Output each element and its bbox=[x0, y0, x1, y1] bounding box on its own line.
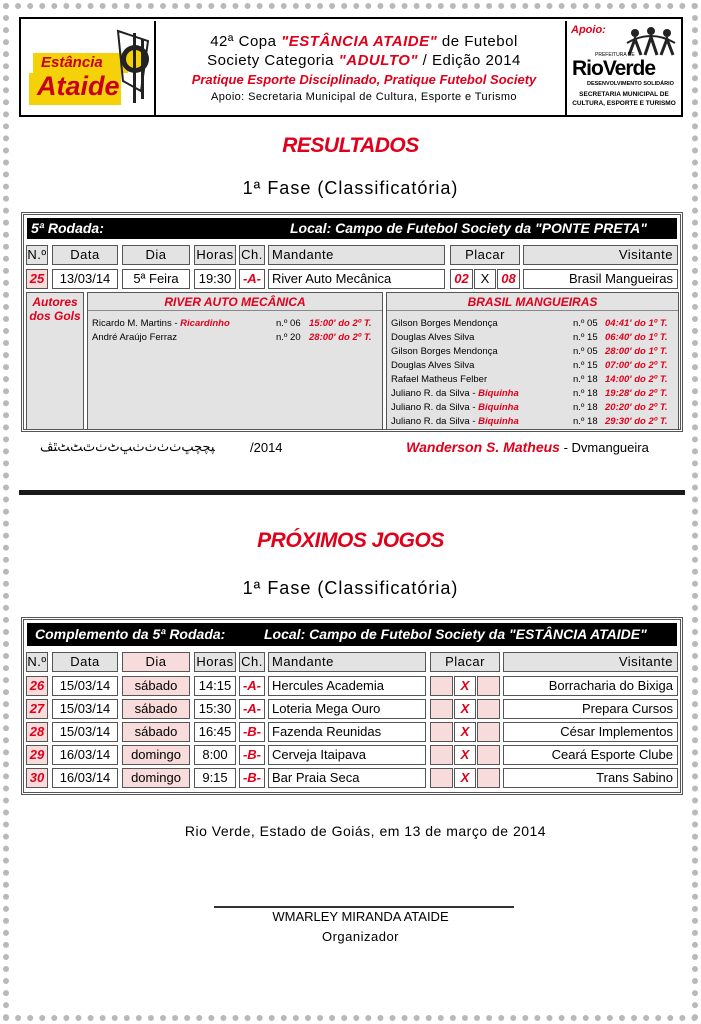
home-score-box bbox=[430, 699, 453, 719]
scorer-name bbox=[92, 317, 230, 330]
logo-text-estancia: Estância bbox=[41, 54, 103, 71]
scorer-player: Gilson Borges Mendonça bbox=[391, 346, 498, 357]
scorer-row bbox=[387, 373, 678, 386]
edition-line: 42ª Copa "ESTÂNCIA ATAIDE" de Futebol bbox=[210, 33, 518, 50]
upcoming-phase: 1ª Fase (Classificatória) bbox=[242, 578, 459, 598]
match-number: 30 bbox=[26, 768, 48, 788]
match-date: 15/03/14 bbox=[52, 722, 118, 742]
scorer-time: 15:00' do 2º T. bbox=[309, 318, 372, 329]
match-x: X bbox=[454, 745, 476, 765]
scorer-shirt-number: n.º 20 bbox=[276, 332, 301, 343]
match-day: 5ª Feira bbox=[122, 269, 190, 289]
away-team-name: BRASIL MANGUEIRAS bbox=[387, 293, 678, 311]
support-label: Apoio: bbox=[571, 24, 606, 36]
results-title: RESULTADOS bbox=[282, 134, 419, 157]
match-time: 14:15 bbox=[194, 676, 236, 696]
scorer-time: 28:00' do 2º T. bbox=[309, 332, 372, 343]
match-away: Trans Sabino bbox=[503, 768, 678, 788]
col-header-num: N.º bbox=[26, 245, 48, 265]
home-score-box bbox=[430, 722, 453, 742]
scorer-row bbox=[387, 331, 678, 344]
match-time: 16:45 bbox=[194, 722, 236, 742]
scorer-row bbox=[387, 345, 678, 358]
place-date: Rio Verde, Estado de Goiás, em 13 de março de 2014 bbox=[184, 823, 547, 839]
scorer-time: 07:00' do 2º T. bbox=[605, 360, 668, 371]
scorer-name bbox=[391, 415, 519, 428]
match-home: Bar Praia Seca bbox=[268, 768, 426, 788]
match-home: Cerveja Itaipava bbox=[268, 745, 426, 765]
referee-year: /2014 bbox=[250, 440, 283, 455]
scorer-player: André Araújo Ferraz bbox=[92, 332, 178, 343]
scorer-name bbox=[391, 331, 474, 344]
col-header-day: Dia bbox=[122, 245, 190, 265]
match-date: 13/03/14 bbox=[52, 269, 118, 289]
scorer-row bbox=[387, 359, 678, 372]
scorer-time: 20:20' do 2º T. bbox=[605, 402, 668, 413]
home-scorers-box bbox=[87, 292, 383, 430]
away-scorers-box bbox=[386, 292, 679, 430]
scorer-time: 19:28' do 2º T. bbox=[605, 388, 668, 399]
match-away: Prepara Cursos bbox=[503, 699, 678, 719]
match-number: 26 bbox=[26, 676, 48, 696]
scorer-player: Juliano R. da Silva - bbox=[391, 416, 479, 427]
header-box bbox=[19, 17, 683, 117]
match-x: X bbox=[454, 699, 476, 719]
scorers-label-1: Autores bbox=[32, 295, 78, 309]
logo-brand: RioVerde bbox=[572, 57, 656, 80]
match-x: X bbox=[454, 676, 476, 696]
referee-line bbox=[40, 439, 215, 455]
away-score-box bbox=[477, 745, 500, 765]
match-group: -A- bbox=[239, 699, 265, 719]
match-away: Ceará Esporte Clube bbox=[503, 745, 678, 765]
away-score-box bbox=[477, 768, 500, 788]
match-day: domingo bbox=[122, 768, 190, 788]
scorer-name bbox=[391, 345, 498, 358]
scorer-name bbox=[391, 401, 519, 414]
home-score-box bbox=[430, 745, 453, 765]
rio-verde-logo bbox=[565, 21, 679, 115]
match-group: -B- bbox=[239, 722, 265, 742]
logo-secretary-2: CULTURA, ESPORTE E TURISMO bbox=[572, 100, 676, 107]
match-home: River Auto Mecânica bbox=[268, 269, 445, 289]
match-away-score: 08 bbox=[497, 269, 520, 289]
scorer-row bbox=[387, 317, 678, 330]
scorer-shirt-number: n.º 18 bbox=[573, 402, 598, 413]
scorer-row bbox=[88, 331, 382, 344]
logo-small-caption: PREFEITURA DE bbox=[595, 52, 635, 58]
upcoming-location: Local: Campo de Futebol Society da "ESTÂNCIA ATAIDE" bbox=[264, 626, 647, 642]
scorer-player: Gilson Borges Mendonça bbox=[391, 318, 498, 329]
match-away: Borracharia do Bixiga bbox=[503, 676, 678, 696]
estancia-ataide-logo bbox=[23, 21, 156, 115]
upcoming-round: Complemento da 5ª Rodada: bbox=[35, 626, 226, 642]
upcoming-title: PRÓXIMOS JOGOS bbox=[257, 529, 444, 552]
results-location: Local: Campo de Futebol Society da "PONTE PRETA" bbox=[290, 220, 647, 236]
match-day: sábado bbox=[122, 676, 190, 696]
scorer-row bbox=[88, 317, 382, 330]
scorer-player: Douglas Alves Silva bbox=[391, 360, 475, 371]
scorers-label-2: dos Gols bbox=[29, 309, 81, 323]
match-day: sábado bbox=[122, 722, 190, 742]
scorer-player: Rafael Matheus Felber bbox=[391, 374, 488, 385]
col-header-date: Data bbox=[52, 245, 118, 265]
section-divider bbox=[19, 490, 685, 495]
results-round: 5ª Rodada: bbox=[31, 220, 104, 236]
referee-team: Dvmangueira bbox=[571, 440, 649, 455]
match-group: -A- bbox=[239, 269, 265, 289]
col-header-time: Horas bbox=[194, 652, 236, 672]
results-phase: 1ª Fase (Classificatória) bbox=[242, 178, 459, 198]
match-number: 25 bbox=[26, 269, 48, 289]
match-group: -A- bbox=[239, 676, 265, 696]
referee-dash: - bbox=[559, 440, 572, 455]
match-away: Brasil Mangueiras bbox=[523, 269, 678, 289]
results-round-bar bbox=[27, 218, 677, 239]
scorer-name bbox=[391, 387, 519, 400]
match-time: 15:30 bbox=[194, 699, 236, 719]
scorer-time: 28:00' do 1º T. bbox=[605, 346, 668, 357]
match-x: X bbox=[454, 768, 476, 788]
away-score-box bbox=[477, 676, 500, 696]
logo-secretary-1: SECRETARIA MUNICIPAL DE bbox=[579, 91, 669, 98]
referee-garbled-text: ﭙﭽﭽﭛﭞﭞﭞﭞﭛﭦﭞﭢﭧﭧﭥﭫ bbox=[40, 439, 215, 454]
match-home: Loteria Mega Ouro bbox=[268, 699, 426, 719]
scorer-row bbox=[387, 387, 678, 400]
col-header-home: Mandante bbox=[268, 652, 426, 672]
scorer-name bbox=[391, 317, 498, 330]
match-number: 29 bbox=[26, 745, 48, 765]
col-header-date: Data bbox=[52, 652, 118, 672]
referee-info bbox=[250, 439, 649, 455]
scorer-nickname: Ricardinho bbox=[180, 318, 230, 329]
match-x: X bbox=[454, 722, 476, 742]
match-date: 15/03/14 bbox=[52, 699, 118, 719]
scorer-shirt-number: n.º 06 bbox=[276, 318, 301, 329]
scorer-name bbox=[391, 359, 474, 372]
col-header-day: Dia bbox=[122, 652, 190, 672]
results-table bbox=[21, 212, 683, 432]
scorer-shirt-number: n.º 18 bbox=[573, 416, 598, 427]
header-text bbox=[161, 21, 567, 115]
upcoming-round-bar bbox=[27, 623, 677, 646]
match-time: 9:15 bbox=[194, 768, 236, 788]
scorer-nickname: Biquinha bbox=[478, 402, 519, 413]
match-time: 8:00 bbox=[194, 745, 236, 765]
home-score-box bbox=[430, 768, 453, 788]
col-header-score: Placar bbox=[450, 245, 520, 265]
scorer-player: Juliano R. da Silva - bbox=[391, 402, 479, 413]
col-header-score: Placar bbox=[430, 652, 500, 672]
scorer-row bbox=[387, 415, 678, 428]
match-home: Hercules Academia bbox=[268, 676, 426, 696]
match-away: César Implementos bbox=[503, 722, 678, 742]
slogan: Pratique Esporte Disciplinado, Pratique Futebol Society bbox=[191, 72, 537, 87]
col-header-ch: Ch. bbox=[239, 245, 265, 265]
match-group: -B- bbox=[239, 768, 265, 788]
col-header-away: Visitante bbox=[503, 652, 678, 672]
match-day: sábado bbox=[122, 699, 190, 719]
col-header-home: Mandante bbox=[268, 245, 445, 265]
scorer-shirt-number: n.º 05 bbox=[573, 318, 598, 329]
scorer-time: 14:00' do 2º T. bbox=[605, 374, 668, 385]
col-header-num: N.º bbox=[26, 652, 48, 672]
match-number: 27 bbox=[26, 699, 48, 719]
signature-line bbox=[214, 906, 514, 908]
support-line: Apoio: Secretaria Municipal de Cultura, Esporte e Turismo bbox=[211, 91, 517, 103]
col-header-time: Horas bbox=[194, 245, 236, 265]
match-date: 16/03/14 bbox=[52, 768, 118, 788]
match-date: 15/03/14 bbox=[52, 676, 118, 696]
away-score-box bbox=[477, 699, 500, 719]
col-header-away: Visitante bbox=[523, 245, 678, 265]
signer-name: WMARLEY MIRANDA ATAIDE bbox=[272, 909, 449, 924]
logo-text-ataide: Ataide bbox=[37, 71, 120, 101]
category-line: Society Categoria "ADULTO" / Edição 2014 bbox=[207, 52, 521, 69]
match-time: 19:30 bbox=[194, 269, 236, 289]
scorer-player: Ricardo M. Martins - bbox=[92, 318, 181, 329]
match-date: 16/03/14 bbox=[52, 745, 118, 765]
scorer-time: 04:41' do 1º T. bbox=[605, 318, 668, 329]
scorer-player: Douglas Alves Silva bbox=[391, 332, 475, 343]
match-x: X bbox=[474, 269, 496, 289]
referee-name: Wanderson S. Matheus bbox=[406, 439, 560, 455]
upcoming-table bbox=[21, 617, 683, 795]
scorers-label-box bbox=[26, 292, 84, 430]
scorer-shirt-number: n.º 15 bbox=[573, 360, 598, 371]
away-score-box bbox=[477, 722, 500, 742]
home-team-name: RIVER AUTO MECÂNICA bbox=[88, 293, 382, 311]
scorer-shirt-number: n.º 05 bbox=[573, 346, 598, 357]
scorer-shirt-number: n.º 15 bbox=[573, 332, 598, 343]
match-number: 28 bbox=[26, 722, 48, 742]
col-header-ch: Ch. bbox=[239, 652, 265, 672]
scorer-time: 06:40' do 1º T. bbox=[605, 332, 668, 343]
match-home: Fazenda Reunidas bbox=[268, 722, 426, 742]
signer-role: Organizador bbox=[321, 929, 400, 944]
scorer-player: Juliano R. da Silva - bbox=[391, 388, 479, 399]
match-home-score: 02 bbox=[450, 269, 473, 289]
scorer-name bbox=[391, 373, 487, 386]
scorer-shirt-number: n.º 18 bbox=[573, 374, 598, 385]
match-group: -B- bbox=[239, 745, 265, 765]
match-day: domingo bbox=[122, 745, 190, 765]
scorer-nickname: Biquinha bbox=[478, 416, 519, 427]
scorer-shirt-number: n.º 18 bbox=[573, 388, 598, 399]
scorer-nickname: Biquinha bbox=[478, 388, 519, 399]
scorer-row bbox=[387, 401, 678, 414]
home-score-box bbox=[430, 676, 453, 696]
scorer-time: 29:30' do 2º T. bbox=[605, 416, 668, 427]
scorer-name bbox=[92, 331, 177, 344]
logo-tagline: DESENVOLVIMENTO SOLIDÁRIO bbox=[587, 81, 674, 87]
